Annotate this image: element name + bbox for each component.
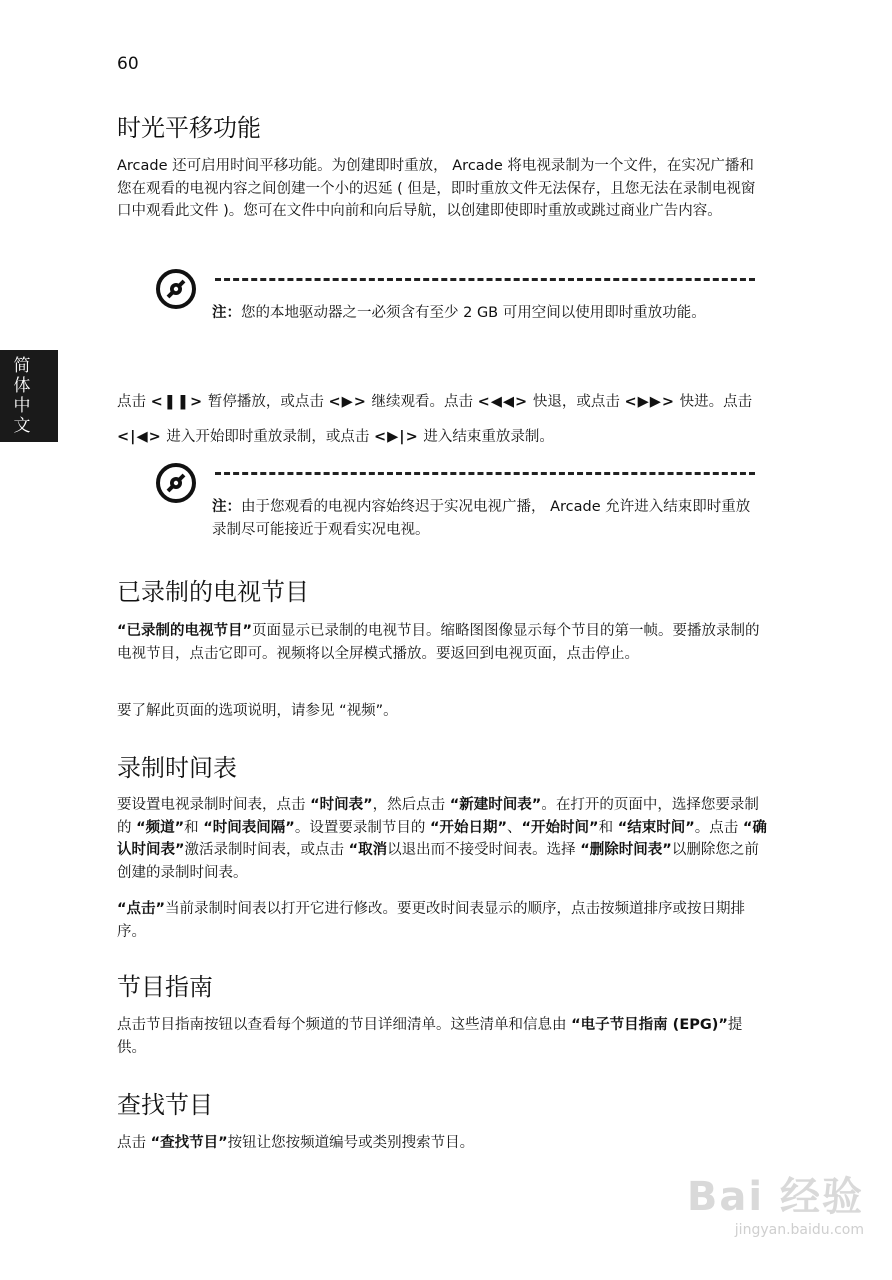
text: 按钮让您按频道编号或类别搜索节目。	[227, 1135, 475, 1151]
text: 暂停播放，或点击	[207, 394, 324, 410]
text: 。设置要录制节目的	[294, 819, 430, 836]
section-title-schedule: 录制时间表	[117, 754, 237, 782]
note-box-1	[155, 268, 760, 358]
term: “结束时间”	[617, 819, 695, 836]
text: 。点击	[694, 819, 743, 836]
note-icon	[155, 268, 197, 310]
watermark-logo: Bai 经验	[686, 1174, 864, 1220]
text: 提供。	[117, 1017, 743, 1056]
term: “点击”	[117, 901, 166, 917]
note-label: 注：	[212, 499, 241, 515]
skip-end-button-icon: <▶|>	[373, 429, 419, 445]
section-title-guide: 节目指南	[117, 973, 213, 1001]
fast-forward-button-icon: <▶▶>	[624, 394, 676, 410]
term: “频道”	[136, 819, 185, 836]
text: 进入结束重放录制。	[423, 429, 554, 445]
recorded-paragraph	[117, 620, 767, 665]
recorded-tv-term: “已录制的电视节目”	[117, 623, 253, 639]
term: “取消	[348, 842, 388, 858]
text: 点击	[117, 394, 146, 410]
baidu-watermark	[687, 1165, 864, 1238]
note-icon	[155, 462, 197, 504]
text: 和	[598, 819, 618, 836]
note-box-2	[155, 462, 760, 552]
text: 、	[507, 819, 522, 836]
text: 当前录制时间表以打开它进行修改。要更改时间表显示的顺序，点击按频道排序或按日期排序。	[117, 901, 746, 940]
term: “开始日期”	[429, 819, 508, 836]
term: “时间表”	[310, 797, 373, 813]
term: “确认时间表”	[117, 819, 767, 858]
recorded-paragraph-2: 要了解此页面的选项说明，请参见 “视频”。	[117, 703, 398, 719]
term: “时间表间隔”	[203, 819, 295, 836]
text: 点击	[117, 1135, 151, 1151]
text: 和	[184, 819, 204, 836]
text: 以删除您之前创建的录制时间表。	[117, 842, 759, 881]
text: 快退，或点击	[532, 394, 620, 410]
side-tab-label: 简体中文	[13, 356, 31, 436]
term: “电子节目指南 (EPG)”	[571, 1017, 728, 1033]
rewind-button-icon: <◀◀>	[477, 394, 529, 410]
text: 激活录制时间表，或点击	[184, 842, 349, 858]
timeshift-paragraph: Arcade 还可启用时间平移功能。为创建即时重放， Arcade 将电视录制为一个文件，在实况广播和您在观看的电视内容之间创建一个小的迟延 ( 但是，即时重放文件无法保存，且您无法在录制电视窗口中观看此文件 )。您可在文件中向前和向后导航，以创建即使即时重放或跳过商业广告内容。	[117, 158, 756, 219]
text: 要设置电视录制时间表，点击	[117, 797, 311, 813]
note-body: 您的本地驱动器之一必须含有至少 2 GB 可用空间以使用即时重放功能。	[241, 305, 706, 321]
note-text-2	[212, 496, 752, 542]
term: “查找节目”	[150, 1135, 228, 1151]
term: “新建时间表”	[449, 797, 542, 813]
text: ，然后点击	[372, 797, 450, 813]
section-title-timeshift: 时光平移功能	[117, 114, 261, 142]
note-text-1	[212, 302, 752, 325]
guide-paragraph	[117, 1014, 767, 1059]
note-divider	[215, 472, 755, 475]
skip-start-button-icon: <|◀>	[117, 429, 162, 445]
term: “删除时间表”	[580, 842, 672, 858]
note-label: 注：	[212, 305, 241, 321]
text: 点击节目指南按钮以查看每个频道的节目详细清单。这些清单和信息由	[117, 1017, 572, 1033]
text: 进入开始即时重放录制，或点击	[166, 429, 370, 445]
schedule-paragraph-2	[117, 898, 767, 943]
note-body: 由于您观看的电视内容始终迟于实况电视广播， Arcade 允许进入结束即时重放录制尽可能接近于观看实况电视。	[212, 499, 751, 538]
play-button-icon: <▶>	[328, 394, 367, 410]
schedule-paragraph	[117, 794, 767, 884]
playback-controls-paragraph	[117, 385, 767, 455]
text: 继续观看。点击	[371, 394, 473, 410]
text: 。在打开的页面中，选择您要录制的	[117, 797, 759, 836]
watermark-url: jingyan.baidu.com	[734, 1222, 864, 1238]
term: “开始时间”	[521, 819, 599, 836]
text: 快进。点击	[679, 394, 753, 410]
text: 页面显示已录制的电视节目。缩略图图像显示每个节目的第一帧。要播放录制的电视节目，点击它即可。视频将以全屏模式播放。要返回到电视页面，点击停止。	[117, 623, 760, 662]
text: 以退出而不接受时间表。选择	[387, 842, 581, 858]
language-side-tab	[0, 350, 58, 442]
search-paragraph	[117, 1132, 767, 1155]
page-number: 60	[117, 54, 139, 74]
section-title-recorded: 已录制的电视节目	[117, 578, 309, 606]
pause-button-icon: <❚❚>	[150, 394, 204, 410]
note-divider	[215, 278, 755, 281]
section-title-search: 查找节目	[117, 1091, 213, 1119]
